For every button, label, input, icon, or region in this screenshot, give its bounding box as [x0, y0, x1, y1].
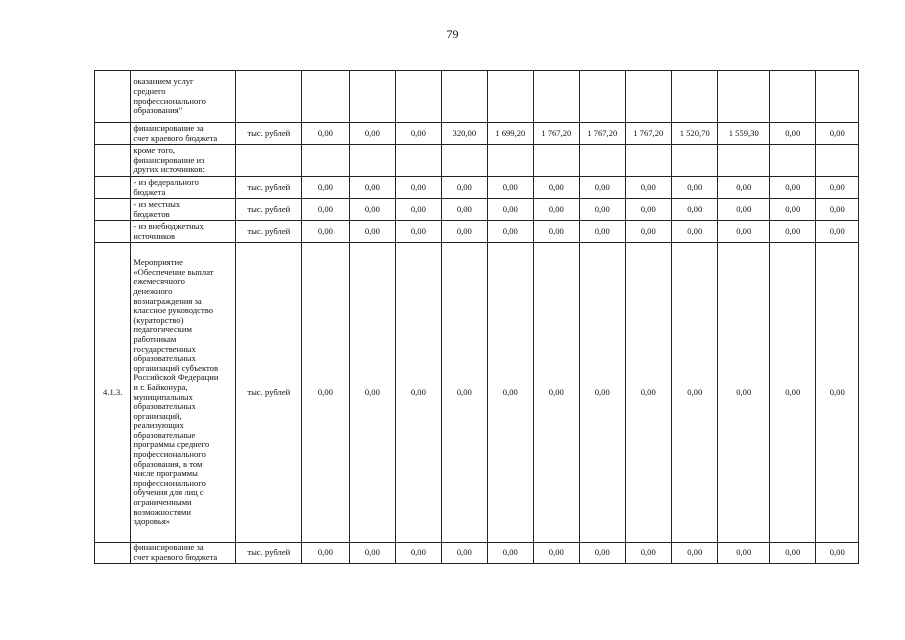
table-row	[95, 221, 859, 243]
value-cell: 0,00	[770, 543, 816, 564]
value-cell	[349, 71, 395, 123]
unit-cell: тыс. рублей	[236, 221, 302, 243]
value-cell	[580, 71, 625, 123]
unit-cell: тыс. рублей	[236, 199, 302, 221]
value-cell	[816, 145, 859, 177]
value-cell: 1 559,30	[718, 123, 770, 145]
value-cell	[302, 145, 349, 177]
value-cell: 0,00	[302, 199, 349, 221]
value-cell: 0,00	[302, 543, 349, 564]
value-cell: 0,00	[441, 221, 487, 243]
value-cell: 0,00	[770, 199, 816, 221]
value-cell: 0,00	[816, 123, 859, 145]
value-cell: 0,00	[718, 221, 770, 243]
value-cell: 0,00	[718, 177, 770, 199]
value-cell: 0,00	[488, 221, 533, 243]
unit-cell: тыс. рублей	[236, 243, 302, 543]
unit-cell	[236, 145, 302, 177]
value-cell	[441, 145, 487, 177]
value-cell	[671, 145, 717, 177]
value-cell: 0,00	[625, 543, 671, 564]
value-cell: 0,00	[349, 243, 395, 543]
description-cell: финансирование за счет краевого бюджета	[131, 123, 236, 145]
value-cell: 0,00	[396, 123, 441, 145]
value-cell: 0,00	[441, 543, 487, 564]
value-cell: 0,00	[671, 221, 717, 243]
table-row	[95, 145, 859, 177]
description-cell: - из внебюджетных источников	[131, 221, 236, 243]
value-cell	[625, 145, 671, 177]
table-row	[95, 543, 859, 564]
value-cell: 0,00	[349, 177, 395, 199]
item-number-cell	[95, 199, 131, 221]
description-cell: Мероприятие «Обеспечение выплат ежемесячного денежного вознаграждения за классное руководство (кураторство) педагогическим работникам государственных образовательных организаций субъектов Российской Федерации и г. Байконура, муниципальных образовательных организаций, реализующих образовательные программы среднего профессионального образования, в том числе программы профессионального обучения для лиц с ограниченными возможностями здоровья»	[131, 243, 236, 543]
value-cell: 0,00	[396, 177, 441, 199]
item-number-cell	[95, 543, 131, 564]
value-cell: 0,00	[580, 199, 625, 221]
value-cell: 0,00	[533, 221, 579, 243]
value-cell: 0,00	[349, 199, 395, 221]
value-cell	[580, 145, 625, 177]
value-cell: 0,00	[396, 199, 441, 221]
description-cell: - из федерального бюджета	[131, 177, 236, 199]
value-cell: 0,00	[396, 221, 441, 243]
value-cell: 0,00	[349, 123, 395, 145]
page-number: 79	[446, 27, 459, 41]
value-cell: 0,00	[488, 543, 533, 564]
value-cell: 1 767,20	[580, 123, 625, 145]
table-row	[95, 243, 859, 543]
item-number-cell	[95, 123, 131, 145]
value-cell: 0,00	[302, 177, 349, 199]
value-cell: 0,00	[533, 543, 579, 564]
value-cell: 0,00	[533, 243, 579, 543]
value-cell: 0,00	[302, 221, 349, 243]
value-cell: 0,00	[533, 199, 579, 221]
value-cell: 0,00	[671, 543, 717, 564]
unit-cell	[236, 71, 302, 123]
value-cell: 0,00	[580, 177, 625, 199]
value-cell	[396, 145, 441, 177]
value-cell: 0,00	[770, 243, 816, 543]
value-cell: 0,00	[441, 177, 487, 199]
value-cell: 0,00	[488, 177, 533, 199]
value-cell	[625, 71, 671, 123]
value-cell: 0,00	[770, 123, 816, 145]
table-row	[95, 177, 859, 199]
value-cell: 0,00	[718, 199, 770, 221]
value-cell: 1 767,20	[533, 123, 579, 145]
value-cell: 0,00	[580, 243, 625, 543]
value-cell	[816, 71, 859, 123]
value-cell: 0,00	[441, 199, 487, 221]
value-cell: 0,00	[671, 177, 717, 199]
unit-cell: тыс. рублей	[236, 543, 302, 564]
value-cell: 0,00	[625, 199, 671, 221]
value-cell	[718, 71, 770, 123]
value-cell	[533, 71, 579, 123]
value-cell: 0,00	[396, 243, 441, 543]
description-cell: - из местных бюджетов	[131, 199, 236, 221]
value-cell: 0,00	[718, 543, 770, 564]
value-cell: 0,00	[718, 243, 770, 543]
description-cell: кроме того, финансирование из других источников:	[131, 145, 236, 177]
value-cell	[302, 71, 349, 123]
item-number-cell: 4.1.3.	[95, 243, 131, 543]
item-number-cell	[95, 71, 131, 123]
value-cell	[533, 145, 579, 177]
value-cell: 0,00	[770, 221, 816, 243]
value-cell: 0,00	[488, 243, 533, 543]
table-row	[95, 199, 859, 221]
value-cell: 0,00	[671, 243, 717, 543]
value-cell: 1 767,20	[625, 123, 671, 145]
table-row	[95, 71, 859, 123]
budget-table	[94, 70, 859, 564]
description-cell: оказанием услуг среднего профессионального образования"	[131, 71, 236, 123]
value-cell	[671, 71, 717, 123]
value-cell: 0,00	[816, 221, 859, 243]
unit-cell: тыс. рублей	[236, 177, 302, 199]
value-cell: 0,00	[488, 199, 533, 221]
value-cell	[718, 145, 770, 177]
value-cell: 0,00	[441, 243, 487, 543]
value-cell: 0,00	[816, 543, 859, 564]
value-cell: 0,00	[625, 243, 671, 543]
value-cell: 0,00	[580, 543, 625, 564]
value-cell: 0,00	[816, 199, 859, 221]
value-cell: 0,00	[671, 199, 717, 221]
value-cell	[770, 145, 816, 177]
value-cell: 0,00	[302, 123, 349, 145]
table-row	[95, 123, 859, 145]
value-cell: 0,00	[349, 221, 395, 243]
value-cell	[441, 71, 487, 123]
value-cell: 320,00	[441, 123, 487, 145]
value-cell	[770, 71, 816, 123]
value-cell: 1 699,20	[488, 123, 533, 145]
value-cell	[488, 71, 533, 123]
value-cell: 0,00	[302, 243, 349, 543]
value-cell	[488, 145, 533, 177]
description-cell: финансирование за счет краевого бюджета	[131, 543, 236, 564]
value-cell: 0,00	[770, 177, 816, 199]
value-cell: 0,00	[625, 221, 671, 243]
value-cell: 0,00	[816, 177, 859, 199]
value-cell: 0,00	[580, 221, 625, 243]
value-cell: 0,00	[349, 543, 395, 564]
value-cell: 0,00	[625, 177, 671, 199]
item-number-cell	[95, 221, 131, 243]
value-cell	[349, 145, 395, 177]
item-number-cell	[95, 177, 131, 199]
unit-cell: тыс. рублей	[236, 123, 302, 145]
value-cell: 0,00	[533, 177, 579, 199]
item-number-cell	[95, 145, 131, 177]
value-cell: 1 520,70	[671, 123, 717, 145]
value-cell: 0,00	[396, 543, 441, 564]
value-cell	[396, 71, 441, 123]
value-cell: 0,00	[816, 243, 859, 543]
